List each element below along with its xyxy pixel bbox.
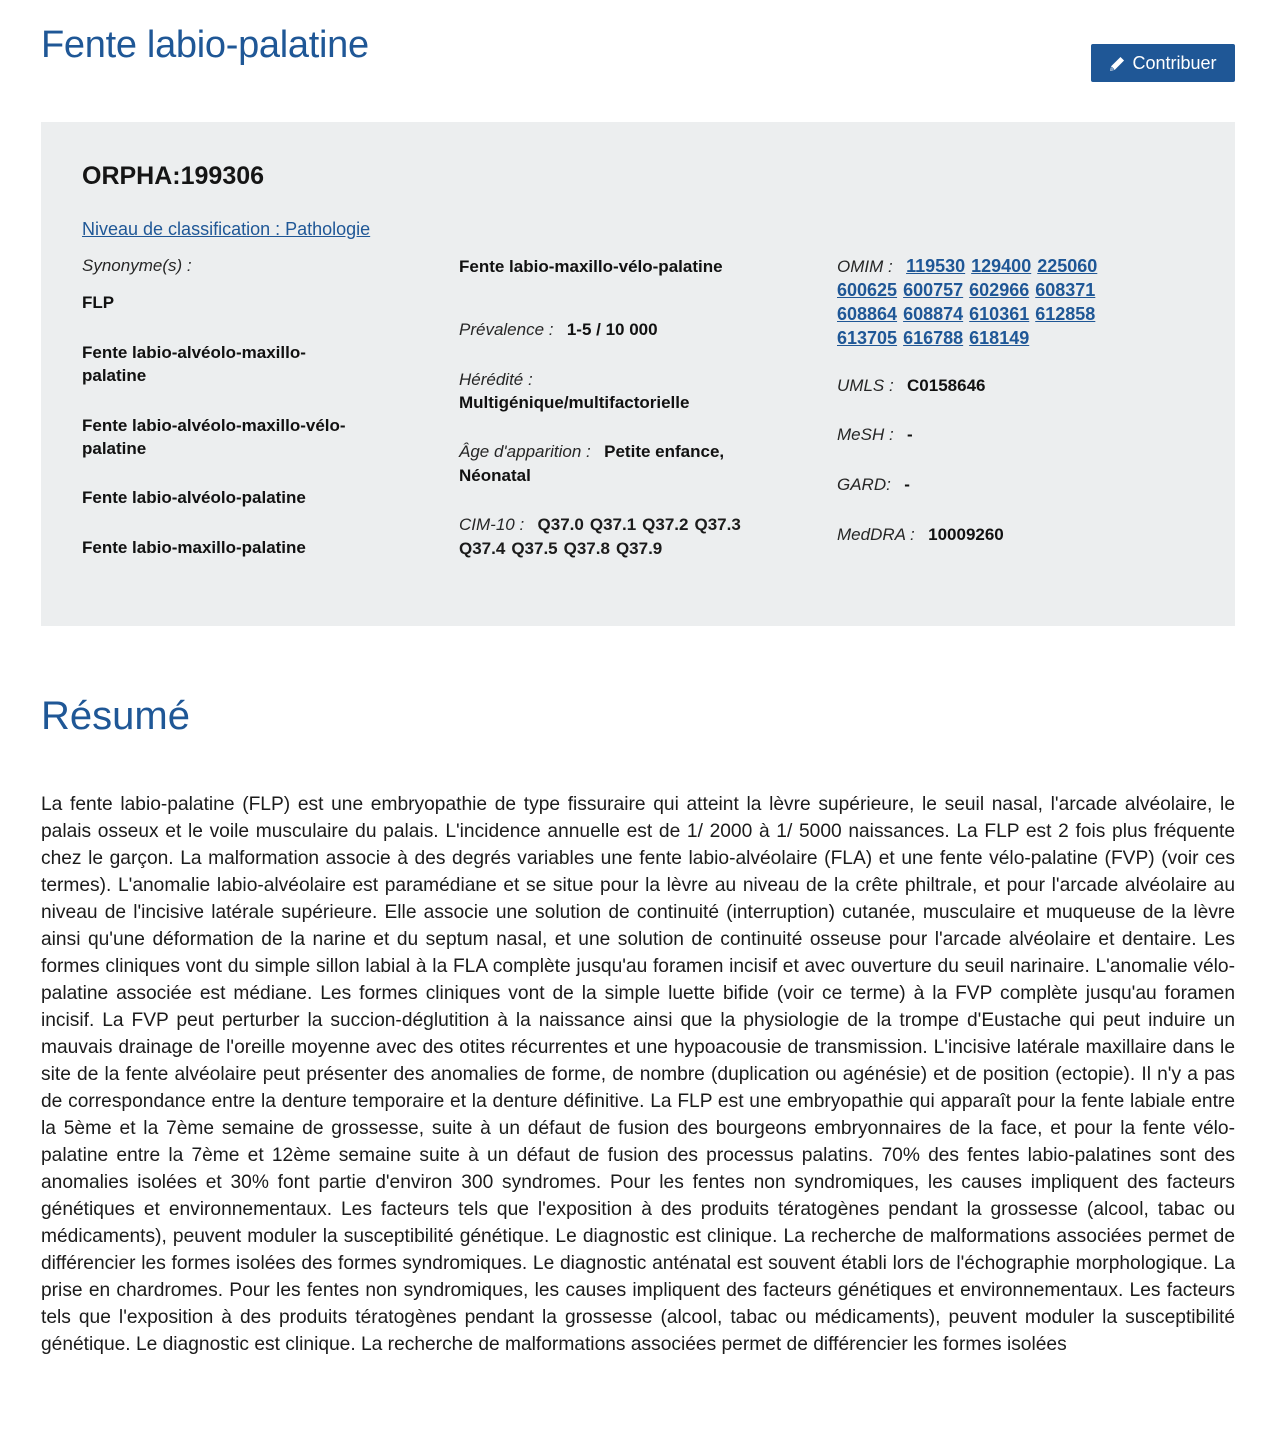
icd10-row [459, 513, 789, 561]
contribute-button-label: Contribuer [1132, 52, 1217, 73]
mesh-row [837, 423, 1197, 447]
disease-info-panel [41, 122, 1235, 626]
omim-row [837, 255, 1197, 351]
pencil-icon [1109, 55, 1126, 72]
umls-row [837, 374, 1197, 398]
omim-link[interactable]: 608874 [903, 304, 964, 324]
heredity-label: Hérédité : [459, 370, 533, 389]
synonym-item: Fente labio-maxillo-vélo-palatine [459, 257, 723, 276]
prevalence-row [459, 318, 799, 342]
prevalence-value: 1-5 / 10 000 [566, 320, 658, 339]
omim-link[interactable]: 618149 [969, 328, 1030, 348]
mesh-label: MeSH : [837, 425, 894, 444]
gard-value: - [904, 475, 910, 494]
icd10-label: CIM-10 : [459, 515, 525, 534]
heredity-value: Multigénique/multifactorielle [459, 393, 690, 412]
omim-link[interactable]: 600757 [903, 280, 964, 300]
meddra-row [837, 523, 1197, 547]
omim-link[interactable]: 608371 [1035, 280, 1096, 300]
omim-link[interactable]: 602966 [969, 280, 1030, 300]
omim-link[interactable]: 613705 [837, 328, 898, 348]
omim-link[interactable]: 612858 [1035, 304, 1096, 324]
onset-value-2: Néonatal [459, 466, 531, 485]
omim-link[interactable]: 610361 [969, 304, 1030, 324]
onset-label: Âge d'apparition : [459, 442, 591, 461]
icd10-code: Q37.2 [642, 515, 689, 534]
gard-label: GARD: [837, 475, 891, 494]
meddra-label: MedDRA : [837, 525, 915, 544]
synonym-item: Fente labio-alvéolo-palatine [82, 488, 306, 507]
icd10-code: Q37.1 [589, 515, 637, 534]
onset-value-1: Petite enfance [604, 442, 720, 461]
synonym-item: Fente labio-alvéolo-maxillo-palatine [82, 343, 306, 385]
omim-link[interactable]: 600625 [837, 280, 898, 300]
classification-link[interactable]: Niveau de classification : Pathologie [82, 219, 371, 239]
orpha-code: ORPHA:199306 [82, 162, 265, 190]
omim-link[interactable]: 225060 [1037, 256, 1098, 276]
icd10-code: Q37.0 [537, 515, 584, 534]
synonyms-label: Synonyme(s) : [82, 256, 192, 275]
umls-value: C0158646 [907, 376, 986, 395]
page-title: Fente labio-palatine [41, 24, 369, 66]
prevalence-label: Prévalence : [459, 320, 554, 339]
omim-label: OMIM : [837, 257, 893, 276]
summary-title: Résumé [41, 694, 190, 738]
omim-link[interactable]: 608864 [837, 304, 898, 324]
omim-link[interactable]: 129400 [971, 256, 1032, 276]
heredity-row [459, 368, 799, 414]
meddra-value: 10009260 [928, 525, 1004, 544]
contribute-button[interactable] [1091, 44, 1235, 82]
synonym-item: Fente labio-alvéolo-maxillo-vélo-palatine [82, 416, 346, 458]
icd10-code: Q37.5 [511, 539, 558, 558]
umls-label: UMLS : [837, 376, 894, 395]
mesh-value: - [907, 425, 913, 444]
icd10-code: Q37.3 [694, 515, 741, 534]
icd10-code: Q37.9 [615, 539, 663, 558]
omim-link[interactable]: 616788 [903, 328, 964, 348]
onset-row: Âge d'apparition : Petite enfance, Néonatal [459, 442, 725, 485]
synonym-item: FLP [82, 293, 115, 312]
omim-link[interactable]: 119530 [906, 256, 966, 276]
gard-row [837, 473, 1197, 497]
icd10-code: Q37.8 [563, 539, 610, 558]
synonym-item: Fente labio-maxillo-palatine [82, 538, 306, 557]
icd10-code: Q37.4 [459, 539, 506, 558]
summary-text: La fente labio-palatine (FLP) est une embryopathie de type fissuraire qui atteint la lèvre supérieure, le seuil nasal, l'arcade alvéolaire, le palais osseux et le voile musculaire du palais. L'incidence annuelle est de 1/ 2000 à 1/ 5000 naissances. La FLP est 2 fois plus fréquente chez le garçon. La malformation associe à des degrés variables une fente labio-alvéolaire (FLA) et une fente vélo-palatine (FVP) (voir ces termes). L'anomalie labio-alvéolaire est paramédiane et se situe pour la lèvre au niveau de la crête philtrale, et pour l'arcade alvéolaire au niveau de l'incisive latérale supérieure. Elle associe une solution de continuité (interruption) cutanée, musculaire et muqueuse de la lèvre ainsi qu'une déformation de la narine et du septum nasal, et une solution de continuité osseuse pour l'arcade alvéolaire et dentaire. Les formes cliniques vont du simple sillon labial à la FLA complète jusqu'au foramen incisif et avec ouverture du seuil narinaire. L'anomalie vélo-palatine associée est médiane. Les formes cliniques vont de la simple luette bifide (voir ce terme) à la FVP complète jusqu'au foramen incisif. La FVP peut perturber la succion-déglutition à la naissance ainsi que la physiologie de la trompe d'Eustache qui peut induire un mauvais drainage de l'oreille moyenne avec des otites récurrentes et une hypoacousie de transmission. L'incisive latérale maxillaire dans le site de la fente alvéolaire peut présenter des anomalies de forme, de nombre (duplication ou agénésie) et de position (ectopie). Il n'y a pas de correspondance entre la denture temporaire et la denture définitive. La FLP est une embryopathie qui apparaît pour la fente labiale entre la 5ème et la 7ème semaine de grossesse, suite à un défaut de fusion des bourgeons embryonnaires de la face, et pour la fente vélo-palatine entre la 7ème et 12ème semaine suite à un défaut de fusion des processus palatins. 70% des fentes labio-palatines sont des anomalies isolées et 30% font partie d'environ 300 syndromes. Pour les fentes non syndromiques, les causes impliquent des facteurs génétiques et environnementaux. Les facteurs tels que l'exposition à des produits tératogènes pendant la grossesse (alcool, tabac ou médicaments), peuvent moduler la susceptibilité génétique. Le diagnostic est clinique. La recherche de malformations associées permet de différencier les formes isolées des formes syndromiques. Le diagnostic anténatal est souvent établi lors de l'échographie morphologique. La prise en chardromes. Pour les fentes non syndromiques, les causes impliquent des facteurs génétiques et environnementaux. Les facteurs tels que l'exposition à des produits tératogènes pendant la grossesse (alcool, tabac ou médicaments), peuvent moduler la susceptibilité génétique. Le diagnostic est clinique. La recherche de malformations associées permet de différencier les formes isolées [41, 794, 1235, 1355]
